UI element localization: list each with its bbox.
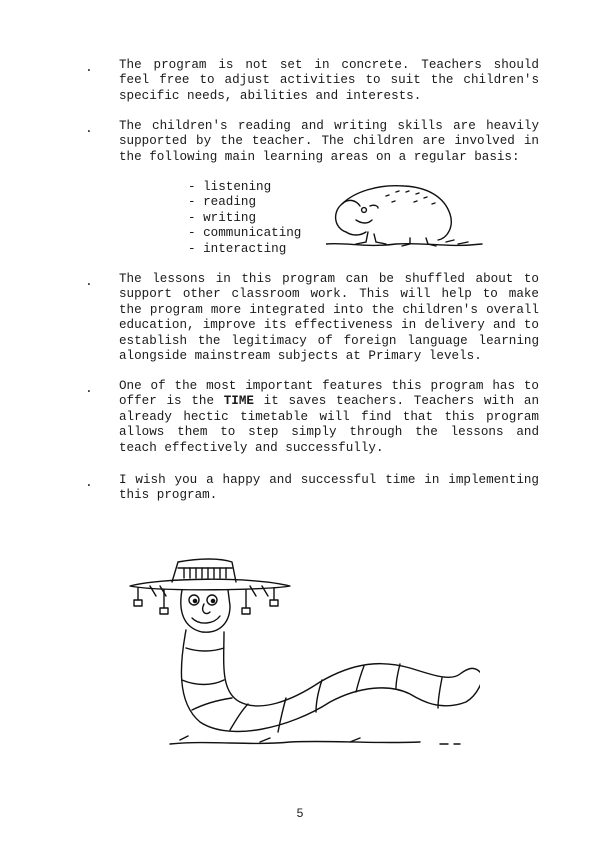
bullet-mark: . (85, 381, 93, 396)
time-emphasis: TIME (223, 394, 254, 409)
page-number: 5 (296, 806, 304, 820)
paragraph-closing: I wish you a happy and successful time in implementing this program. (119, 473, 539, 503)
paragraph-flexibility: The program is not set in concrete. Teachers should feel free to adjust activities to suit the children's specific needs, abilities and interests. (119, 58, 539, 103)
list-item: - writing (188, 210, 257, 225)
learning-areas-list (188, 180, 301, 257)
paragraph-shuffle: The lessons in this program can be shuffled about to support other classroom work. This will help to make the program more integrated into the children's overall education, improve its effectiveness in delivery and to establish the legitimacy of foreign language learning alongside mainstream subjects at Primary levels. (119, 272, 539, 364)
bullet-mark: . (85, 475, 93, 490)
worm-illustration (120, 552, 480, 752)
time-text-before: One of the most important features this program has to offer is the (119, 379, 539, 409)
list-item: - interacting (188, 241, 287, 256)
list-item: - communicating (188, 226, 302, 241)
wombat-illustration (326, 178, 484, 252)
bullet-mark: . (85, 60, 93, 75)
list-item: - listening (188, 180, 272, 194)
bullet-mark: . (85, 121, 93, 136)
paragraph-skills: The children's reading and writing skills are heavily supported by the teacher. The children are involved in the following main learning areas on a regular basis: (119, 119, 539, 164)
list-item: - reading (188, 195, 257, 210)
bullet-mark: . (85, 274, 93, 289)
time-text-after: it saves teachers. Teachers with an already hectic timetable will find that this program allows them to step simply through the lessons and teach effectively and successfully. (119, 394, 539, 455)
paragraph-time (119, 379, 539, 456)
